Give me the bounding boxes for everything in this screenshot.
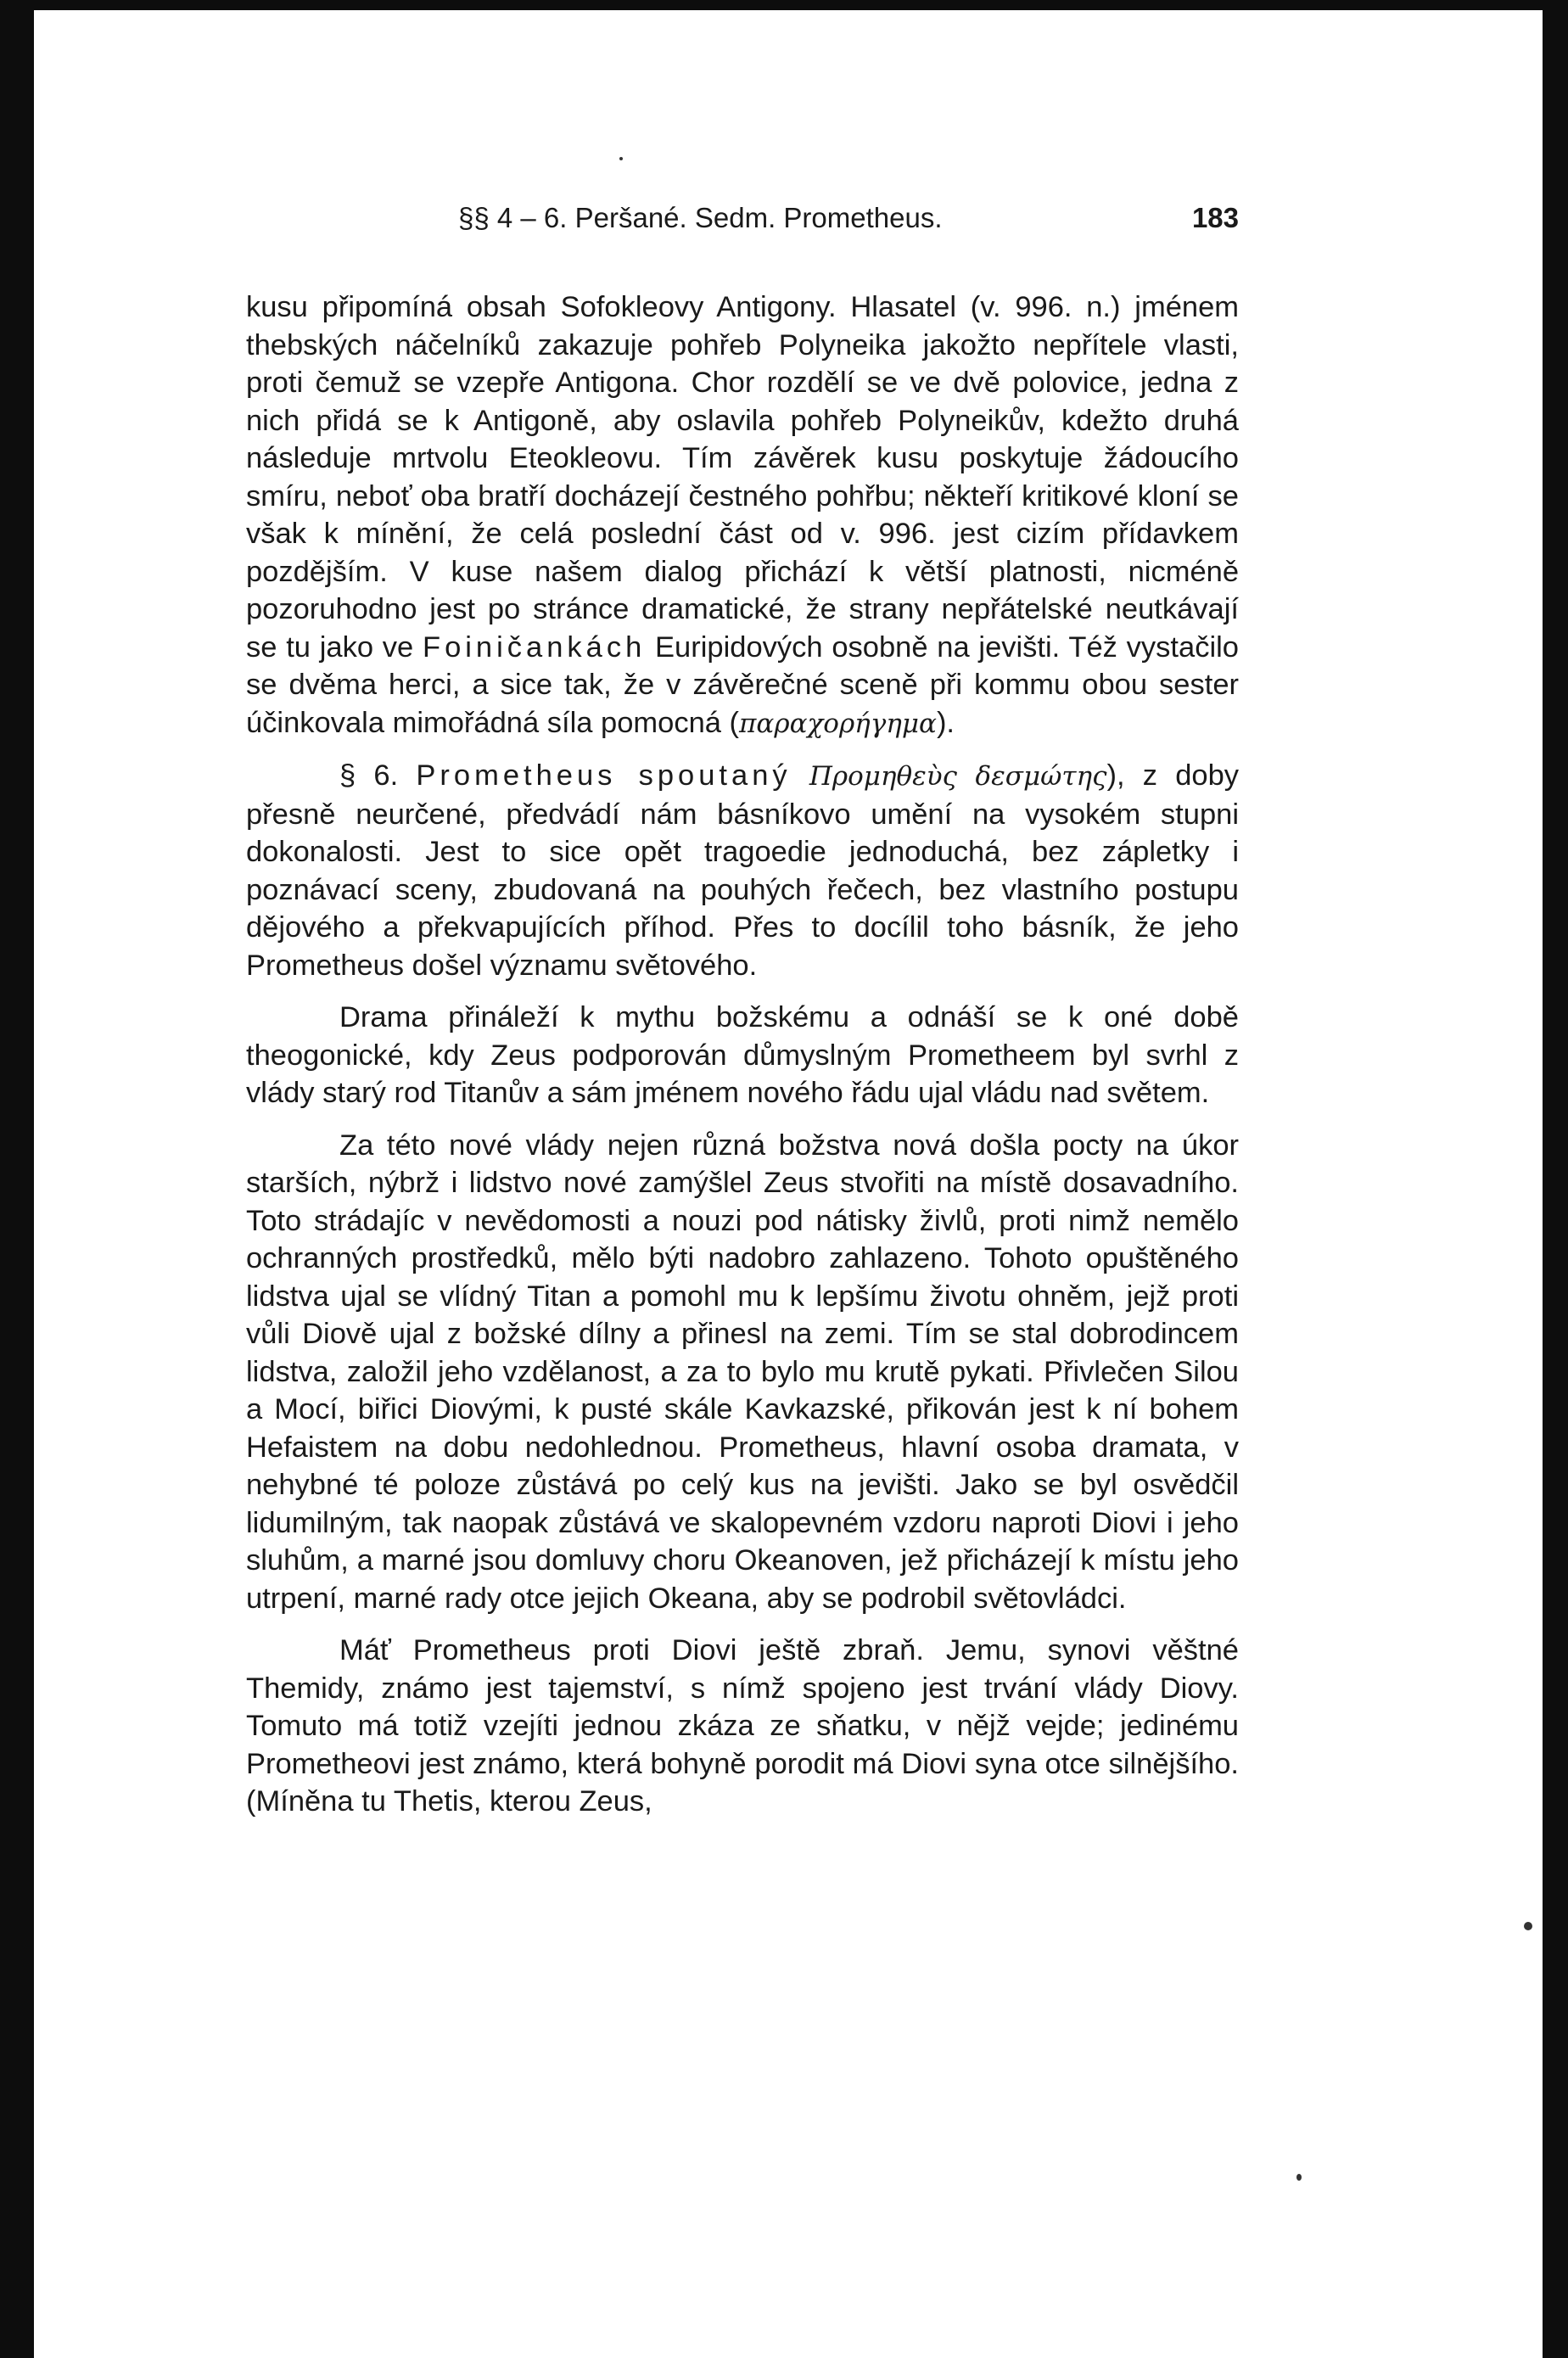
paragraph-3: Drama přináleží k mythu božskému a odnáší se k oné době theogonické, kdy Zeus podporován důmyslným Prometheem byl svrhl z vlády starý rod Titanův a sám jménem nového řádu ujal vládu nad světem. (246, 1001, 1239, 1109)
paragraph-2 (246, 757, 1239, 984)
greek-title: Προμηθεὺς δεσμώτης (809, 761, 1107, 792)
body-text (246, 288, 1239, 1821)
paragraph-1-continuation: Euripidových osobně na jevišti. Též vystačilo se dvěma herci, a sice tak, že v závěrečné sceně při kommu obou sester účinkovala mimořádná síla pomocná ( (246, 630, 1239, 739)
running-head (246, 202, 1239, 253)
scan-speck (1296, 2174, 1302, 2181)
book-page (246, 202, 1239, 1821)
paragraph-1-text: kusu připomíná obsah Sofokleovy Antigony. Hlasatel (v. 996. n.) jménem thebských náčelníků zakazuje pohřeb Polyneika jakožto nepřítele vlasti, proti čemuž se vzepře Antigona. Chor rozdělí se ve dvě polovice, jedna z nich přidá se k Antigoně, aby oslavila pohřeb Polyneikův, kdežto druhá následuje mrtvolu Eteokleovu. Tím závěrek kusu poskytuje žádoucího smíru, neboť oba bratří docházejí čestného pohřbu; někteří kritikové kloní se však k mínění, že celá poslední část od v. 996. jest cizím přídavkem pozdějším. V kuse našem dialog přichází k větší platnosti, nicméně pozoruhodno jest po stránce dramatické, že strany nepřátelské neutkávají se tu jako ve (246, 291, 1239, 664)
section-marker: § 6. (339, 759, 399, 792)
scan-border-right (1543, 0, 1568, 2358)
running-head-title: §§ 4 – 6. Peršané. Sedm. Prometheus. (458, 202, 943, 233)
paragraph-1 (246, 288, 1239, 742)
spaced-title-prometheus: Prometheus spoutaný (416, 759, 792, 792)
scan-border-left (0, 0, 34, 2358)
spaced-term-foinicankach: Foiničankách (423, 630, 647, 664)
paragraph-5: Máť Prometheus proti Diovi ještě zbraň. Jemu, synovi věštné Themidy, známo jest tajemství, s nímž spojeno jest trvání vlády Diovy. Tomuto má totiž vzejíti jednou zkáza ze sňatku, v nějž vejde; jedinému Prometheovi jest známo, která bohyně porodit má Diovi syna otce silnějšího. (Míněna tu Thetis, kterou Zeus, (246, 1634, 1239, 1818)
paragraph-2-text: ), z doby přesně neurčené, předvádí nám básníkovo umění na vysokém stupni dokonalosti. Jest to sice opět tragoedie jednoduchá, bez zápletky i poznávací sceny, zbudovaná na pouhých řečech, bez vlastního postupu dějového a překvapujících příhod. Přes to docílil toho básník, že jeho Prometheus došel významu světového. (246, 759, 1240, 982)
page-number: 183 (1191, 202, 1239, 233)
scan-border-top (0, 0, 1568, 10)
scan-speck (619, 157, 623, 160)
paragraph-1-end: ). (936, 706, 955, 739)
scan-speck (1524, 1922, 1532, 1930)
greek-term-paracheregema: παραχορήγημα (739, 708, 937, 739)
paragraph-4: Za této nové vlády nejen různá božstva nová došla pocty na úkor starších, nýbrž i lidstvo nové zamýšlel Zeus stvořiti na místě dosavadního. Toto strádajíc v nevědomosti a nouzi pod nátisky živlů, proti nimž nemělo ochranných prostředků, mělo býti nadobro zahlazeno. Tohoto opuštěného lidstva ujal se vlídný Titan a pomohl mu k lepšímu životu ohněm, jejž proti vůli Diově ujal z božské dílny a přinesl na zemi. Tím se stal dobrodincem lidstva, založil jeho vzdělanost, a za to bylo mu krutě pykati. Přivlečen Silou a Mocí, biřici Diovými, k pusté skále Kavkazské, přikován jest k ní bohem Hefaistem na dobu nedohlednou. Prometheus, hlavní osoba dramata, v nehybné té poloze zůstává po celý kus na jevišti. Jako se byl osvědčil lidumilným, tak naopak zůstává ve skalopevném vzdoru naproti Diovi i jeho sluhům, a marné jsou domluvy choru Okeanoven, jež přicházejí k místu jeho utrpení, marné rady otce jejich Okeana, aby se podrobil světovládci. (246, 1129, 1239, 1615)
